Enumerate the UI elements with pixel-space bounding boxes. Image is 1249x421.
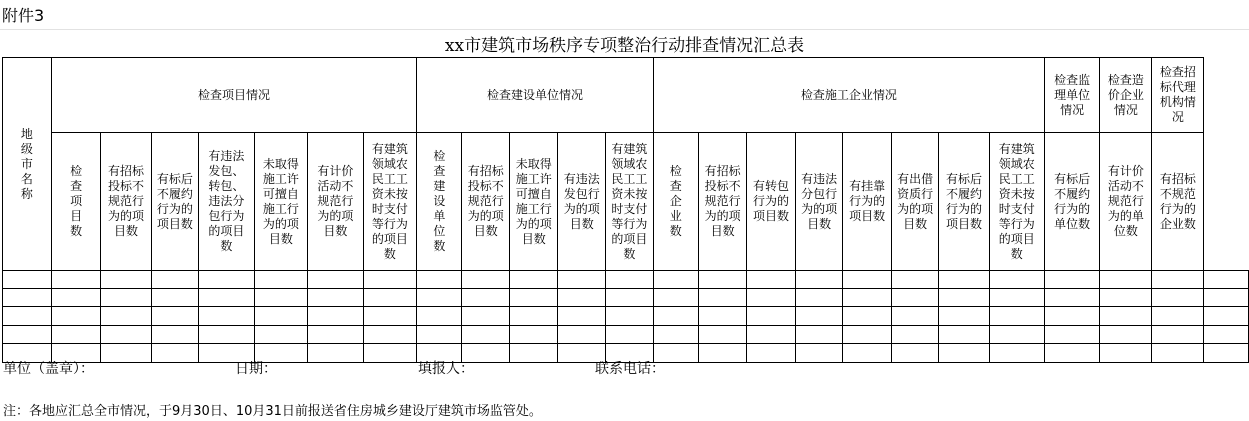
table-cell[interactable] xyxy=(843,289,891,307)
table-cell[interactable] xyxy=(698,289,746,307)
header-row-groups xyxy=(3,58,1249,133)
summary-table xyxy=(2,57,1249,363)
table-cell[interactable] xyxy=(254,271,308,289)
table-cell[interactable] xyxy=(3,326,52,344)
table-cell[interactable] xyxy=(606,307,654,326)
table-cell[interactable] xyxy=(51,307,101,326)
sub-header-9: 有招标投标不规范行为的项目数 xyxy=(462,133,510,271)
table-cell[interactable] xyxy=(462,289,510,307)
sub-header-11: 有违法发包行为的项目数 xyxy=(558,133,606,271)
table-cell[interactable] xyxy=(363,344,417,363)
table-cell[interactable] xyxy=(606,271,654,289)
table-cell[interactable] xyxy=(1152,307,1204,326)
table-cell[interactable] xyxy=(989,271,1044,289)
table-cell[interactable] xyxy=(558,307,606,326)
table-cell[interactable] xyxy=(308,307,363,326)
attachment-label: 附件3 xyxy=(2,6,45,25)
sub-header-20: 有建筑领域农民工工资未按时支付等行为的项目数 xyxy=(989,133,1044,271)
table-cell[interactable] xyxy=(151,307,199,326)
table-cell[interactable] xyxy=(363,326,417,344)
table-cell[interactable] xyxy=(653,289,698,307)
table-cell[interactable] xyxy=(1100,326,1152,344)
table-cell[interactable] xyxy=(939,307,989,326)
sub-header-10: 未取得施工许可擅自施工行为的项目数 xyxy=(510,133,558,271)
table-cell[interactable] xyxy=(308,271,363,289)
table-cell[interactable] xyxy=(3,289,52,307)
table-cell[interactable] xyxy=(1100,271,1152,289)
table-cell[interactable] xyxy=(939,289,989,307)
footnote: 注：各地应汇总全市情况，于9月30日、10月31日前报送省住房城乡建设厅建筑市场监管处。 xyxy=(3,404,542,419)
table-cell[interactable] xyxy=(606,326,654,344)
table-cell[interactable] xyxy=(843,307,891,326)
table-cell[interactable] xyxy=(698,271,746,289)
sub-header-2: 有招标投标不规范行为的项目数 xyxy=(101,133,151,271)
table-cell[interactable] xyxy=(989,307,1044,326)
header-group-supervision: 检查监理单位情况 xyxy=(1045,58,1100,133)
table-cell[interactable] xyxy=(462,271,510,289)
sub-header-21: 有标后不履约行为的单位数 xyxy=(1045,133,1100,271)
table-cell[interactable] xyxy=(1152,344,1204,363)
table-cell[interactable] xyxy=(308,289,363,307)
table-cell[interactable] xyxy=(1152,289,1204,307)
table-cell[interactable] xyxy=(1204,344,1249,363)
header-group-builder: 检查建设单位情况 xyxy=(417,58,653,133)
table-row xyxy=(3,326,1249,344)
table-cell[interactable] xyxy=(101,271,151,289)
table-cell[interactable] xyxy=(510,289,558,307)
table-cell[interactable] xyxy=(795,289,843,307)
sub-header-1: 检查项目数 xyxy=(51,133,101,271)
table-cell[interactable] xyxy=(698,326,746,344)
table-cell[interactable] xyxy=(606,289,654,307)
table-row xyxy=(3,307,1249,326)
table-cell[interactable] xyxy=(1045,271,1100,289)
table-cell[interactable] xyxy=(843,271,891,289)
table-cell[interactable] xyxy=(199,307,254,326)
table-cell[interactable] xyxy=(1204,271,1249,289)
header-region: 地级市名称 xyxy=(3,58,52,271)
table-cell[interactable] xyxy=(254,289,308,307)
table-cell[interactable] xyxy=(199,326,254,344)
table-cell[interactable] xyxy=(510,326,558,344)
table-cell[interactable] xyxy=(558,326,606,344)
table-cell[interactable] xyxy=(151,289,199,307)
table-cell[interactable] xyxy=(101,307,151,326)
footer-phone: 联系电话： xyxy=(595,361,665,377)
table-cell[interactable] xyxy=(843,326,891,344)
table-cell[interactable] xyxy=(939,271,989,289)
table-cell[interactable] xyxy=(51,326,101,344)
table-cell[interactable] xyxy=(1204,289,1249,307)
table-cell[interactable] xyxy=(199,289,254,307)
table-cell[interactable] xyxy=(989,326,1044,344)
table-cell[interactable] xyxy=(891,344,939,363)
table-cell[interactable] xyxy=(891,307,939,326)
sub-header-18: 有出借资质行为的项目数 xyxy=(891,133,939,271)
table-cell[interactable] xyxy=(101,326,151,344)
table-cell[interactable] xyxy=(1045,326,1100,344)
table-cell[interactable] xyxy=(698,307,746,326)
table-cell[interactable] xyxy=(1100,344,1152,363)
sub-header-6: 有计价活动不规范行为的项目数 xyxy=(308,133,363,271)
table-cell[interactable] xyxy=(653,271,698,289)
table-cell[interactable] xyxy=(843,344,891,363)
table-cell[interactable] xyxy=(653,326,698,344)
table-cell[interactable] xyxy=(747,289,795,307)
footer-filler: 填报人： xyxy=(418,361,474,377)
table-cell[interactable] xyxy=(151,271,199,289)
sub-header-7: 有建筑领域农民工工资未按时支付等行为的项目数 xyxy=(363,133,417,271)
table-row xyxy=(3,271,1249,289)
header-group-agency: 检查招标代理机构情况 xyxy=(1152,58,1204,133)
sub-header-5: 未取得施工许可擅自施工行为的项目数 xyxy=(254,133,308,271)
table-cell[interactable] xyxy=(1100,307,1152,326)
table-cell[interactable] xyxy=(939,326,989,344)
table-cell[interactable] xyxy=(891,271,939,289)
sub-header-8: 检查建设单位数 xyxy=(417,133,462,271)
table-cell[interactable] xyxy=(1204,326,1249,344)
table-cell[interactable] xyxy=(363,289,417,307)
sub-header-4: 有违法发包、转包、违法分包行为的项目数 xyxy=(199,133,254,271)
sub-header-13: 检查企业数 xyxy=(653,133,698,271)
table-cell[interactable] xyxy=(989,289,1044,307)
table-cell[interactable] xyxy=(363,307,417,326)
table-cell[interactable] xyxy=(51,289,101,307)
table-cell[interactable] xyxy=(254,326,308,344)
table-cell[interactable] xyxy=(795,326,843,344)
table-cell[interactable] xyxy=(795,271,843,289)
table-cell[interactable] xyxy=(939,344,989,363)
table-cell[interactable] xyxy=(3,307,52,326)
table-cell[interactable] xyxy=(151,344,199,363)
table-cell[interactable] xyxy=(747,344,795,363)
table-cell[interactable] xyxy=(795,307,843,326)
sub-header-23: 有招标不规范行为的企业数 xyxy=(1152,133,1204,271)
sub-header-17: 有挂靠行为的项目数 xyxy=(843,133,891,271)
table-cell[interactable] xyxy=(1204,307,1249,326)
table-cell[interactable] xyxy=(1152,326,1204,344)
table-cell[interactable] xyxy=(417,307,462,326)
table-cell[interactable] xyxy=(417,326,462,344)
header-group-project: 检查项目情况 xyxy=(51,58,416,133)
table-cell[interactable] xyxy=(747,307,795,326)
sub-header-16: 有违法分包行为的项目数 xyxy=(795,133,843,271)
table-cell[interactable] xyxy=(510,344,558,363)
table-cell[interactable] xyxy=(1045,307,1100,326)
table-cell[interactable] xyxy=(199,271,254,289)
table-cell[interactable] xyxy=(891,326,939,344)
table-cell[interactable] xyxy=(3,271,52,289)
table-cell[interactable] xyxy=(510,307,558,326)
table-cell[interactable] xyxy=(462,307,510,326)
table-cell[interactable] xyxy=(1100,289,1152,307)
table-cell[interactable] xyxy=(747,326,795,344)
table-cell[interactable] xyxy=(417,289,462,307)
sub-header-22: 有计价活动不规范行为的单位数 xyxy=(1100,133,1152,271)
table-cell[interactable] xyxy=(417,271,462,289)
table-cell[interactable] xyxy=(891,289,939,307)
sub-header-14: 有招标投标不规范行为的项目数 xyxy=(698,133,746,271)
header-group-costing: 检查造价企业情况 xyxy=(1100,58,1152,133)
footer-date: 日期： xyxy=(235,361,277,377)
sub-header-19: 有标后不履约行为的项目数 xyxy=(939,133,989,271)
table-cell[interactable] xyxy=(308,344,363,363)
table-cell[interactable] xyxy=(1152,271,1204,289)
table-cell[interactable] xyxy=(558,271,606,289)
table-cell[interactable] xyxy=(308,326,363,344)
footer-unit: 单位（盖章）： xyxy=(3,361,94,377)
table-cell[interactable] xyxy=(795,344,843,363)
sub-header-12: 有建筑领域农民工工资未按时支付等行为的项目数 xyxy=(606,133,654,271)
table-cell[interactable] xyxy=(101,344,151,363)
sub-header-3: 有标后不履约行为的项目数 xyxy=(151,133,199,271)
sheet-gridline xyxy=(0,29,1249,30)
table-cell[interactable] xyxy=(462,326,510,344)
header-group-contractor: 检查施工企业情况 xyxy=(653,58,1044,133)
table-cell[interactable] xyxy=(101,289,151,307)
page-title: xx市建筑市场秩序专项整治行动排查情况汇总表 xyxy=(444,36,805,56)
table-row xyxy=(3,289,1249,307)
table-cell[interactable] xyxy=(747,271,795,289)
table-cell[interactable] xyxy=(51,271,101,289)
table-cell[interactable] xyxy=(510,271,558,289)
table-cell[interactable] xyxy=(1045,289,1100,307)
table-cell[interactable] xyxy=(989,344,1044,363)
table-cell[interactable] xyxy=(151,326,199,344)
table-cell[interactable] xyxy=(254,307,308,326)
header-row-items xyxy=(3,133,1249,271)
table-cell[interactable] xyxy=(1045,344,1100,363)
sub-header-15: 有转包行为的项目数 xyxy=(747,133,795,271)
table-cell[interactable] xyxy=(558,289,606,307)
table-cell[interactable] xyxy=(653,307,698,326)
table-cell[interactable] xyxy=(698,344,746,363)
table-cell[interactable] xyxy=(363,271,417,289)
